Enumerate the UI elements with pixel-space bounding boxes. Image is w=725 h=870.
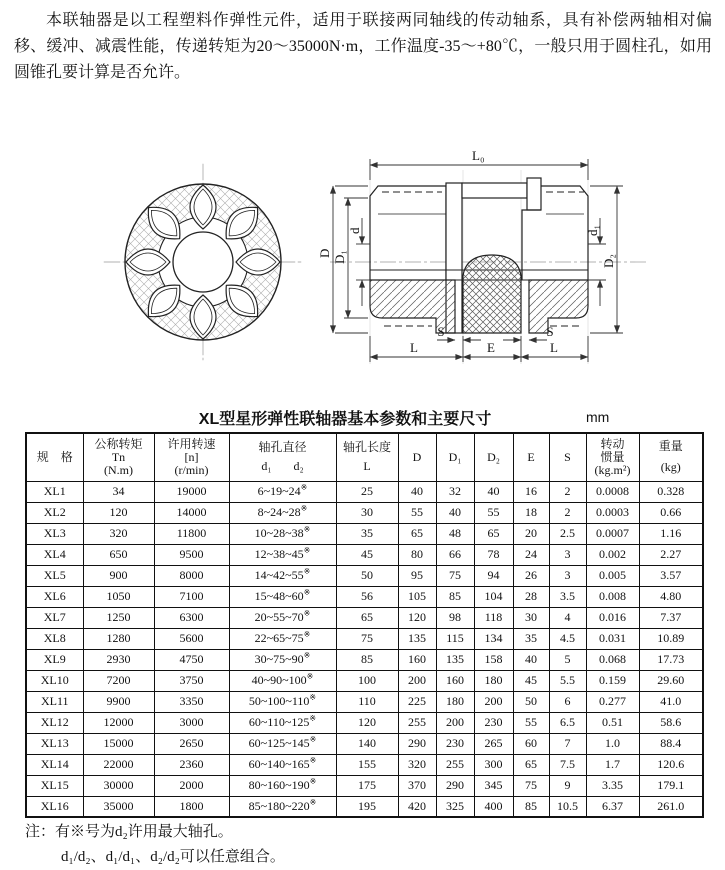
cell-speed: 3350 bbox=[154, 691, 229, 712]
cell-bore: 40~90~100※ bbox=[229, 670, 336, 691]
cell-D: 105 bbox=[398, 586, 436, 607]
cell-D2: 134 bbox=[474, 628, 513, 649]
table-row bbox=[26, 733, 703, 754]
dim-label-D: D bbox=[317, 248, 332, 258]
cell-inertia: 0.0003 bbox=[586, 502, 639, 523]
cell-torque: 1050 bbox=[83, 586, 154, 607]
cell-bore: 60~110~125※ bbox=[229, 712, 336, 733]
cell-torque: 650 bbox=[83, 544, 154, 565]
cell-torque: 7200 bbox=[83, 670, 154, 691]
cell-torque: 320 bbox=[83, 523, 154, 544]
cell-L: 195 bbox=[336, 796, 398, 817]
cell-spec: XL15 bbox=[26, 775, 83, 796]
cell-weight: 3.57 bbox=[639, 565, 703, 586]
cell-D2: 180 bbox=[474, 670, 513, 691]
cell-inertia: 1.7 bbox=[586, 754, 639, 775]
cell-speed: 5600 bbox=[154, 628, 229, 649]
dim-label-l-right: L bbox=[550, 340, 558, 355]
cell-inertia: 0.277 bbox=[586, 691, 639, 712]
dim-label-d1: d₁ bbox=[585, 224, 600, 236]
cell-L: 50 bbox=[336, 565, 398, 586]
cell-bore: 14~42~55※ bbox=[229, 565, 336, 586]
cell-speed: 3000 bbox=[154, 712, 229, 733]
cell-L: 56 bbox=[336, 586, 398, 607]
cell-inertia: 0.159 bbox=[586, 670, 639, 691]
table-row bbox=[26, 712, 703, 733]
table-row bbox=[26, 523, 703, 544]
cell-speed: 9500 bbox=[154, 544, 229, 565]
cell-inertia: 0.51 bbox=[586, 712, 639, 733]
cell-E: 30 bbox=[513, 607, 549, 628]
cell-speed: 6300 bbox=[154, 607, 229, 628]
cell-weight: 120.6 bbox=[639, 754, 703, 775]
cell-D2: 55 bbox=[474, 502, 513, 523]
cell-D1: 40 bbox=[436, 502, 474, 523]
cell-L: 120 bbox=[336, 712, 398, 733]
header-torque: 公称转矩 Tn (N.m) bbox=[83, 433, 154, 481]
table-row bbox=[26, 607, 703, 628]
cell-D: 135 bbox=[398, 628, 436, 649]
table-row bbox=[26, 649, 703, 670]
cell-E: 20 bbox=[513, 523, 549, 544]
max-bore-mark: ※ bbox=[303, 588, 311, 597]
cell-S: 3 bbox=[549, 544, 586, 565]
cell-bore: 8~24~28※ bbox=[229, 502, 336, 523]
table-row bbox=[26, 754, 703, 775]
cell-speed: 2360 bbox=[154, 754, 229, 775]
table-header bbox=[26, 433, 703, 481]
dim-label-D2: D₂ bbox=[601, 254, 616, 268]
cell-D2: 230 bbox=[474, 712, 513, 733]
cell-bore: 85~180~220※ bbox=[229, 796, 336, 817]
cell-speed: 2650 bbox=[154, 733, 229, 754]
cell-bore: 30~75~90※ bbox=[229, 649, 336, 670]
table-row bbox=[26, 796, 703, 817]
cell-D: 65 bbox=[398, 523, 436, 544]
cell-spec: XL4 bbox=[26, 544, 83, 565]
elastic-element-section bbox=[463, 255, 521, 333]
cell-E: 45 bbox=[513, 670, 549, 691]
table-row bbox=[26, 628, 703, 649]
cell-weight: 0.66 bbox=[639, 502, 703, 523]
cell-torque: 30000 bbox=[83, 775, 154, 796]
cell-spec: XL5 bbox=[26, 565, 83, 586]
cell-bore: 10~28~38※ bbox=[229, 523, 336, 544]
cell-inertia: 0.0008 bbox=[586, 481, 639, 502]
cell-weight: 17.73 bbox=[639, 649, 703, 670]
cell-D2: 118 bbox=[474, 607, 513, 628]
cell-speed: 19000 bbox=[154, 481, 229, 502]
dim-label-l0: L₀ bbox=[472, 148, 485, 163]
cell-inertia: 0.068 bbox=[586, 649, 639, 670]
intro-paragraph: 本联轴器是以工程塑料作弹性元件，适用于联接两同轴线的传动轴系，具有补偿两轴相对偏移、缓冲、减震性能，传递转矩为20～35000N·m，工作温度-35～+80℃，一般只用于圆柱孔，如用圆锥孔要计算是否允许。 bbox=[14, 12, 712, 81]
dim-label-s-right: S bbox=[546, 324, 554, 339]
cell-D1: 32 bbox=[436, 481, 474, 502]
cell-weight: 2.27 bbox=[639, 544, 703, 565]
cell-L: 110 bbox=[336, 691, 398, 712]
cell-L: 45 bbox=[336, 544, 398, 565]
cell-L: 75 bbox=[336, 628, 398, 649]
cell-bore: 60~140~165※ bbox=[229, 754, 336, 775]
cell-speed: 14000 bbox=[154, 502, 229, 523]
cell-D: 420 bbox=[398, 796, 436, 817]
cell-bore: 22~65~75※ bbox=[229, 628, 336, 649]
cell-torque: 9900 bbox=[83, 691, 154, 712]
cell-E: 85 bbox=[513, 796, 549, 817]
bore-circle bbox=[173, 232, 233, 292]
dim-label-s-left: S bbox=[437, 324, 445, 339]
cell-inertia: 0.0007 bbox=[586, 523, 639, 544]
cell-speed: 7100 bbox=[154, 586, 229, 607]
cell-spec: XL7 bbox=[26, 607, 83, 628]
cell-D2: 158 bbox=[474, 649, 513, 670]
cell-D2: 65 bbox=[474, 523, 513, 544]
cell-torque: 12000 bbox=[83, 712, 154, 733]
header-speed: 许用转速 [n] (r/min) bbox=[154, 433, 229, 481]
cell-E: 40 bbox=[513, 649, 549, 670]
cell-weight: 10.89 bbox=[639, 628, 703, 649]
max-bore-mark: ※ bbox=[309, 735, 317, 744]
cell-D2: 78 bbox=[474, 544, 513, 565]
cell-D1: 135 bbox=[436, 649, 474, 670]
table-title-row bbox=[0, 406, 725, 428]
cell-bore: 12~38~45※ bbox=[229, 544, 336, 565]
cell-S: 3.5 bbox=[549, 586, 586, 607]
cell-weight: 179.1 bbox=[639, 775, 703, 796]
cell-inertia: 0.016 bbox=[586, 607, 639, 628]
cell-bore: 50~100~110※ bbox=[229, 691, 336, 712]
table-row bbox=[26, 586, 703, 607]
header-S: S bbox=[549, 433, 586, 481]
cell-spec: XL16 bbox=[26, 796, 83, 817]
max-bore-mark: ※ bbox=[300, 504, 308, 513]
max-bore-mark: ※ bbox=[303, 651, 311, 660]
cell-D2: 200 bbox=[474, 691, 513, 712]
footnotes bbox=[25, 820, 285, 870]
cell-S: 2 bbox=[549, 481, 586, 502]
cell-D1: 180 bbox=[436, 691, 474, 712]
table-unit: mm bbox=[586, 409, 610, 425]
header-spec: 规 格 bbox=[26, 433, 83, 481]
cell-S: 10.5 bbox=[549, 796, 586, 817]
cell-D2: 300 bbox=[474, 754, 513, 775]
cell-E: 18 bbox=[513, 502, 549, 523]
cell-speed: 3750 bbox=[154, 670, 229, 691]
cell-bore: 15~48~60※ bbox=[229, 586, 336, 607]
cell-E: 35 bbox=[513, 628, 549, 649]
cell-torque: 22000 bbox=[83, 754, 154, 775]
cell-D2: 94 bbox=[474, 565, 513, 586]
cell-D: 55 bbox=[398, 502, 436, 523]
cell-L: 155 bbox=[336, 754, 398, 775]
cell-bore: 60~125~145※ bbox=[229, 733, 336, 754]
footnote-line1: 注：有※号为d₂许用最大轴孔。 bbox=[25, 824, 233, 840]
cell-spec: XL6 bbox=[26, 586, 83, 607]
cell-D2: 40 bbox=[474, 481, 513, 502]
footnote-line2: d₁/d₂、d₁/d₁、d₂/d₂可以任意组合。 bbox=[61, 849, 285, 865]
coupling-drawings bbox=[0, 140, 725, 395]
cell-S: 4.5 bbox=[549, 628, 586, 649]
cell-inertia: 0.008 bbox=[586, 586, 639, 607]
header-inertia: 转动 惯量 (kg.m²) bbox=[586, 433, 639, 481]
cell-S: 4 bbox=[549, 607, 586, 628]
cell-D: 95 bbox=[398, 565, 436, 586]
cell-L: 25 bbox=[336, 481, 398, 502]
cell-weight: 7.37 bbox=[639, 607, 703, 628]
cell-D: 370 bbox=[398, 775, 436, 796]
table-row bbox=[26, 775, 703, 796]
cell-L: 100 bbox=[336, 670, 398, 691]
cell-S: 5.5 bbox=[549, 670, 586, 691]
cell-inertia: 0.031 bbox=[586, 628, 639, 649]
cell-inertia: 6.37 bbox=[586, 796, 639, 817]
cell-D1: 48 bbox=[436, 523, 474, 544]
cell-torque: 34 bbox=[83, 481, 154, 502]
cell-D2: 400 bbox=[474, 796, 513, 817]
cell-weight: 1.16 bbox=[639, 523, 703, 544]
cell-S: 6.5 bbox=[549, 712, 586, 733]
header-D1: D₁ bbox=[436, 433, 474, 481]
header-D2: D₂ bbox=[474, 433, 513, 481]
cell-weight: 29.60 bbox=[639, 670, 703, 691]
header-weight: 重量 (kg) bbox=[639, 433, 703, 481]
cell-weight: 58.6 bbox=[639, 712, 703, 733]
max-bore-mark: ※ bbox=[303, 567, 311, 576]
cell-spec: XL11 bbox=[26, 691, 83, 712]
table-row bbox=[26, 670, 703, 691]
cell-E: 28 bbox=[513, 586, 549, 607]
cell-inertia: 0.002 bbox=[586, 544, 639, 565]
header-bore: 轴孔直径 d₁ d₂ bbox=[229, 433, 336, 481]
table-row bbox=[26, 565, 703, 586]
sleeve-plate bbox=[462, 183, 527, 198]
cell-E: 26 bbox=[513, 565, 549, 586]
dim-label-e: E bbox=[487, 340, 495, 355]
cell-torque: 1250 bbox=[83, 607, 154, 628]
header-E: E bbox=[513, 433, 549, 481]
max-bore-mark: ※ bbox=[303, 609, 311, 618]
cell-D2: 265 bbox=[474, 733, 513, 754]
cell-weight: 261.0 bbox=[639, 796, 703, 817]
cell-spec: XL8 bbox=[26, 628, 83, 649]
cell-S: 5 bbox=[549, 649, 586, 670]
dim-label-l-left: L bbox=[410, 340, 418, 355]
cell-E: 50 bbox=[513, 691, 549, 712]
cell-torque: 35000 bbox=[83, 796, 154, 817]
cell-speed: 8000 bbox=[154, 565, 229, 586]
cell-D1: 160 bbox=[436, 670, 474, 691]
cell-torque: 15000 bbox=[83, 733, 154, 754]
cell-torque: 1280 bbox=[83, 628, 154, 649]
cell-D1: 115 bbox=[436, 628, 474, 649]
cell-bore: 20~55~70※ bbox=[229, 607, 336, 628]
cell-L: 30 bbox=[336, 502, 398, 523]
cell-D: 290 bbox=[398, 733, 436, 754]
cell-L: 65 bbox=[336, 607, 398, 628]
max-bore-mark: ※ bbox=[300, 483, 308, 492]
cell-S: 7 bbox=[549, 733, 586, 754]
header-D: D bbox=[398, 433, 436, 481]
cell-inertia: 0.005 bbox=[586, 565, 639, 586]
cell-spec: XL3 bbox=[26, 523, 83, 544]
table-row bbox=[26, 481, 703, 502]
cell-D1: 230 bbox=[436, 733, 474, 754]
cell-L: 175 bbox=[336, 775, 398, 796]
cell-S: 6 bbox=[549, 691, 586, 712]
cell-weight: 41.0 bbox=[639, 691, 703, 712]
cell-D2: 345 bbox=[474, 775, 513, 796]
cell-D: 160 bbox=[398, 649, 436, 670]
cell-spec: XL9 bbox=[26, 649, 83, 670]
cell-bore: 6~19~24※ bbox=[229, 481, 336, 502]
parameters-table bbox=[25, 432, 704, 818]
cell-torque: 2930 bbox=[83, 649, 154, 670]
table-row bbox=[26, 691, 703, 712]
left-hub-outline bbox=[370, 186, 446, 280]
cell-D1: 75 bbox=[436, 565, 474, 586]
cell-D1: 290 bbox=[436, 775, 474, 796]
cell-D: 225 bbox=[398, 691, 436, 712]
cell-weight: 88.4 bbox=[639, 733, 703, 754]
max-bore-mark: ※ bbox=[303, 630, 311, 639]
front-view bbox=[104, 164, 301, 360]
cell-L: 85 bbox=[336, 649, 398, 670]
cell-spec: XL1 bbox=[26, 481, 83, 502]
table-row bbox=[26, 544, 703, 565]
cell-D1: 200 bbox=[436, 712, 474, 733]
cell-D1: 325 bbox=[436, 796, 474, 817]
max-bore-mark: ※ bbox=[309, 777, 317, 786]
max-bore-mark: ※ bbox=[309, 797, 317, 807]
table-row bbox=[26, 502, 703, 523]
cell-D1: 66 bbox=[436, 544, 474, 565]
interlock-tab bbox=[527, 178, 541, 210]
right-hub-section bbox=[529, 280, 588, 333]
cell-S: 2.5 bbox=[549, 523, 586, 544]
cell-E: 16 bbox=[513, 481, 549, 502]
cell-speed: 1800 bbox=[154, 796, 229, 817]
max-bore-mark: ※ bbox=[306, 672, 314, 681]
cell-speed: 11800 bbox=[154, 523, 229, 544]
cell-S: 3 bbox=[549, 565, 586, 586]
cell-spec: XL12 bbox=[26, 712, 83, 733]
cell-S: 7.5 bbox=[549, 754, 586, 775]
cell-E: 55 bbox=[513, 712, 549, 733]
cell-E: 60 bbox=[513, 733, 549, 754]
header-length: 轴孔长度 L bbox=[336, 433, 398, 481]
table-body bbox=[26, 481, 703, 817]
cell-bore: 80~160~190※ bbox=[229, 775, 336, 796]
cell-D: 320 bbox=[398, 754, 436, 775]
max-bore-mark: ※ bbox=[303, 546, 311, 555]
cell-weight: 0.328 bbox=[639, 481, 703, 502]
cell-S: 2 bbox=[549, 502, 586, 523]
cell-torque: 900 bbox=[83, 565, 154, 586]
cell-D: 255 bbox=[398, 712, 436, 733]
cell-L: 140 bbox=[336, 733, 398, 754]
cell-weight: 4.80 bbox=[639, 586, 703, 607]
cell-spec: XL13 bbox=[26, 733, 83, 754]
cell-D1: 255 bbox=[436, 754, 474, 775]
cell-D: 80 bbox=[398, 544, 436, 565]
cell-L: 35 bbox=[336, 523, 398, 544]
cell-spec: XL14 bbox=[26, 754, 83, 775]
cell-spec: XL2 bbox=[26, 502, 83, 523]
cell-torque: 120 bbox=[83, 502, 154, 523]
max-bore-mark: ※ bbox=[303, 525, 311, 534]
dim-label-d: d bbox=[347, 227, 362, 234]
cell-E: 65 bbox=[513, 754, 549, 775]
cell-spec: XL10 bbox=[26, 670, 83, 691]
cell-D2: 104 bbox=[474, 586, 513, 607]
cell-speed: 2000 bbox=[154, 775, 229, 796]
max-bore-mark: ※ bbox=[309, 693, 317, 702]
table-title: XL型星形弹性联轴器基本参数和主要尺寸 bbox=[198, 411, 492, 428]
max-bore-mark: ※ bbox=[309, 756, 317, 765]
cell-inertia: 1.0 bbox=[586, 733, 639, 754]
cell-inertia: 3.35 bbox=[586, 775, 639, 796]
cell-D: 40 bbox=[398, 481, 436, 502]
cell-D: 200 bbox=[398, 670, 436, 691]
cell-E: 75 bbox=[513, 775, 549, 796]
cell-D: 120 bbox=[398, 607, 436, 628]
cell-E: 24 bbox=[513, 544, 549, 565]
cell-speed: 4750 bbox=[154, 649, 229, 670]
dim-label-D1: D₁ bbox=[332, 250, 347, 264]
cell-S: 9 bbox=[549, 775, 586, 796]
cell-D1: 98 bbox=[436, 607, 474, 628]
max-bore-mark: ※ bbox=[309, 714, 317, 723]
cell-D1: 85 bbox=[436, 586, 474, 607]
